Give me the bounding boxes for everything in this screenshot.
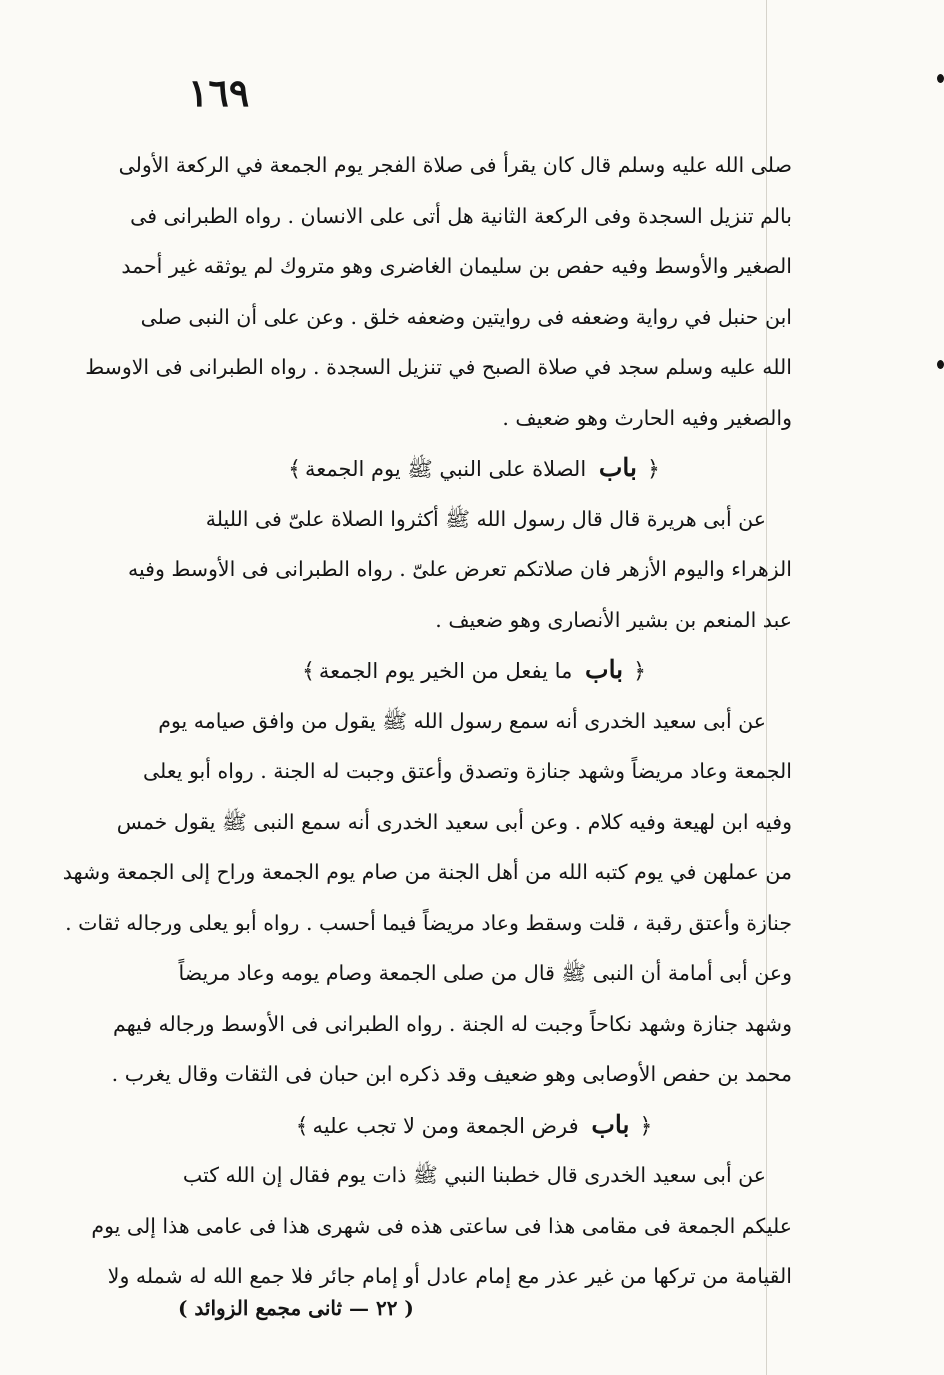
text-line: عبد المنعم بن بشير الأنصارى وهو ضعيف . [435, 607, 792, 632]
heading-bracket-open: ﴿ [633, 659, 647, 684]
text-line: ابن حنبل في رواية وضعفه فى روايتين وضعفه خلق . وعن على أن النبى صلى [140, 304, 792, 329]
text-line: عليكم الجمعة فى مقامى هذا فى ساعتى هذه فى شهرى هذا فى عامى هذا إلى يوم [91, 1213, 792, 1238]
text-line: صلى الله عليه وسلم قال كان يقرأ فى صلاة الفجر يوم الجمعة في الركعة الأولى [118, 153, 792, 177]
heading-bracket-close: ﴾ [288, 457, 302, 482]
page-body [62, 140, 792, 1302]
paragraph-3 [62, 696, 792, 1100]
text-line: الصغير والأوسط وفيه حفص بن سليمان الغاضرى وهو متروك لم يوثقه غير أحمد [121, 254, 792, 278]
margin-dot [937, 74, 944, 83]
text-line: من عملهن في يوم كتبه الله من أهل الجنة من صام يوم الجمعة وراح إلى الجمعة وشهد [62, 860, 792, 884]
margin-dot [937, 360, 944, 369]
text-line: وعن أبى أمامة أن النبى ﷺ قال من صلى الجمعة وصام يومه وعاد مريضاً [178, 961, 792, 985]
text-line: عن أبى سعيد الخدرى قال خطبنا النبي ﷺ ذات يوم فقال إن الله كتب [182, 1163, 766, 1187]
heading-bracket-open: ﴿ [646, 457, 660, 482]
heading-title: ما يفعل من الخير يوم الجمعة [318, 659, 573, 683]
text-line: بالم تنزيل السجدة وفى الركعة الثانية هل أتى على الانسان . رواه الطبرانى فى [130, 203, 792, 228]
paragraph-1 [85, 140, 792, 443]
text-line: القيامة من تركها من غير عذر مع إمام عادل أو إمام جائر فلا جمع الله له شمله ولا [107, 1264, 792, 1288]
heading-bab: باب [585, 655, 624, 684]
heading-title: الصلاة على النبي ﷺ يوم الجمعة [305, 457, 587, 481]
text-line: الله عليه وسلم سجد في صلاة الصبح في تنزيل السجدة . رواه الطبرانى فى الاوسط [85, 355, 792, 379]
heading-bab: باب [598, 453, 637, 482]
text-line: وفيه ابن لهيعة وفيه كلام . وعن أبى سعيد الخدرى أنه سمع النبى ﷺ يقول خمس [116, 809, 792, 834]
paragraph-2 [127, 494, 792, 646]
text-line: محمد بن حفص الأوصابى وهو ضعيف وقد ذكره ابن حبان فى الثقات وقال يغرب . [111, 1062, 792, 1086]
text-line: الجمعة وعاد مريضاً وشهد جنازة وتصدق وأعتق وجبت له الجنة . رواه أبو يعلى [142, 759, 792, 783]
chapter-heading-1 [156, 443, 792, 494]
text-line: عن أبى سعيد الخدرى أنه سمع رسول الله ﷺ يقول من وافق صيامه يوم [158, 708, 766, 733]
chapter-heading-2 [156, 645, 792, 696]
heading-bracket-open: ﴿ [639, 1113, 653, 1139]
text-line: عن أبى هريرة قال قال رسول الله ﷺ أكثروا الصلاة علىّ فى الليلة [205, 506, 766, 531]
text-line: وشهد جنازة وشهد نكاحاً وجبت له الجنة . رواه الطبرانى فى الأوسط ورجاله فيهم [112, 1011, 792, 1036]
heading-title: فرض الجمعة ومن لا تجب عليه [312, 1113, 579, 1138]
text-line: جنازة وأعتق رقبة ، قلت وسقط وعاد مريضاً فيما أحسب . رواه أبو يعلى ورجاله ثقات . [65, 910, 792, 935]
chapter-heading-3 [156, 1100, 792, 1151]
heading-bab: باب [591, 1109, 630, 1139]
paragraph-4 [91, 1150, 792, 1302]
text-line: والصغير وفيه الحارث وهو ضعيف . [502, 405, 792, 430]
text-line: الزهراء واليوم الأزهر فان صلاتكم تعرض علىّ . رواه الطبرانى فى الأوسط وفيه [127, 557, 792, 581]
heading-bracket-close: ﴾ [301, 659, 315, 684]
signature-footer: ( ٢٢ — ثانى مجمع الزوائد ) [178, 1296, 414, 1320]
page-number: ١٦٩ [188, 70, 250, 115]
heading-bracket-close: ﴾ [295, 1113, 309, 1139]
